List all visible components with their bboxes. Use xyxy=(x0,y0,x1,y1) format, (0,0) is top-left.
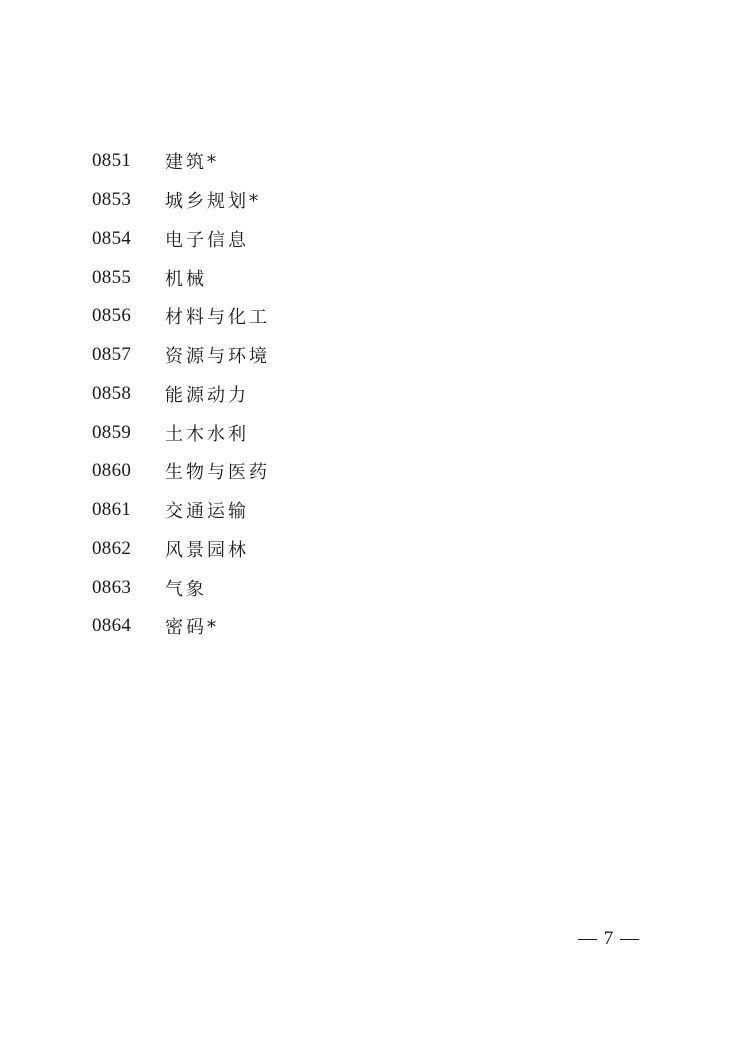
list-item xyxy=(92,220,270,259)
discipline-name: 建筑* xyxy=(165,152,219,174)
list-item xyxy=(92,142,270,181)
discipline-name: 能源动力 xyxy=(165,384,249,406)
discipline-name: 气象 xyxy=(165,578,207,600)
discipline-name: 风景园林 xyxy=(165,539,249,561)
discipline-name: 土木水利 xyxy=(165,423,249,445)
list-item xyxy=(92,375,270,414)
discipline-name: 交通运输 xyxy=(165,501,249,523)
discipline-name: 生物与医药 xyxy=(165,462,270,484)
list-item xyxy=(92,413,270,452)
discipline-code: 0854 xyxy=(92,227,132,249)
list-item xyxy=(92,258,270,297)
discipline-name: 城乡规划* xyxy=(165,191,261,213)
discipline-code: 0851 xyxy=(92,150,132,172)
discipline-code: 0857 xyxy=(92,344,132,366)
list-item xyxy=(92,607,270,646)
list-item xyxy=(92,181,270,220)
discipline-name: 资源与环境 xyxy=(165,346,270,368)
list-item xyxy=(92,297,270,336)
discipline-code: 0859 xyxy=(92,421,132,443)
discipline-code: 0855 xyxy=(92,266,132,288)
discipline-code: 0864 xyxy=(92,615,132,637)
list-item xyxy=(92,530,270,569)
discipline-name: 电子信息 xyxy=(165,229,249,251)
discipline-code: 0863 xyxy=(92,576,132,598)
discipline-code: 0858 xyxy=(92,382,132,404)
list-item xyxy=(92,336,270,375)
discipline-code: 0861 xyxy=(92,499,132,521)
page-number: — 7 — xyxy=(578,928,640,949)
discipline-code: 0862 xyxy=(92,537,132,559)
discipline-name: 机械 xyxy=(165,268,207,290)
discipline-code-list xyxy=(92,142,270,646)
list-item xyxy=(92,568,270,607)
discipline-code: 0856 xyxy=(92,305,132,327)
discipline-name: 密码* xyxy=(165,617,219,639)
discipline-code: 0860 xyxy=(92,460,132,482)
discipline-name: 材料与化工 xyxy=(165,307,270,329)
list-item xyxy=(92,491,270,530)
discipline-code: 0853 xyxy=(92,189,132,211)
list-item xyxy=(92,452,270,491)
